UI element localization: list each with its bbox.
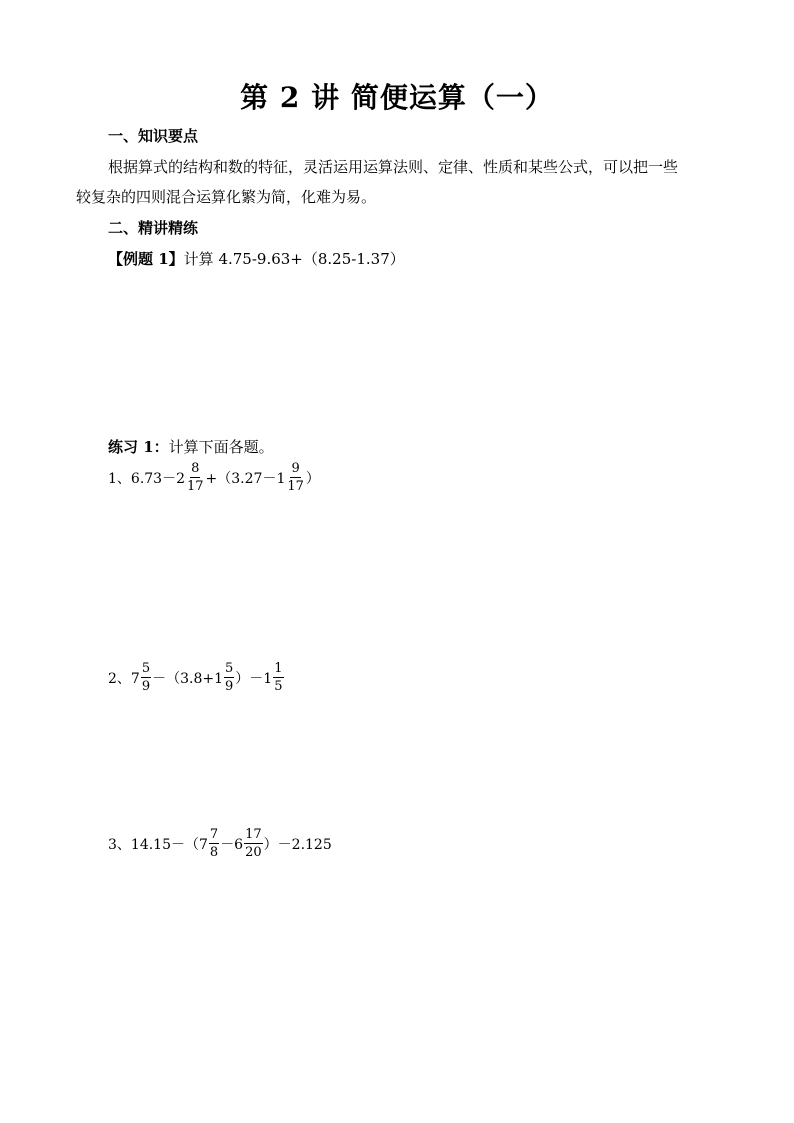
problem-2-fraction-1 xyxy=(141,662,151,693)
fraction-numerator: 17 xyxy=(245,827,262,842)
fraction-numerator: 1 xyxy=(274,661,283,676)
problem-3-part-a: 3、14.15－（7 xyxy=(108,836,208,853)
fraction-numerator: 5 xyxy=(141,661,151,676)
exercise-1-heading xyxy=(108,436,274,457)
problem-2-part-c: ）－1 xyxy=(235,670,273,687)
fraction-numerator: 9 xyxy=(291,461,300,476)
problem-2-fraction-2 xyxy=(224,662,234,693)
problem-1-part-a: 1、6.73－2 xyxy=(108,470,185,487)
problem-2-part-b: －（3.8+1 xyxy=(152,670,224,687)
section-heading-practice: 二、精讲精练 xyxy=(108,219,199,237)
problem-1-fraction-1 xyxy=(186,462,205,493)
problem-1-part-c: ） xyxy=(305,470,320,487)
problem-3-fraction-2 xyxy=(244,828,263,859)
problem-3 xyxy=(108,828,332,859)
knowledge-paragraph-line-1: 根据算式的结构和数的特征，灵活运用运算法则、定律、性质和某些公式，可以把一些 xyxy=(108,158,679,176)
fraction-numerator: 7 xyxy=(209,827,219,842)
problem-2-fraction-3 xyxy=(273,662,283,693)
problem-2 xyxy=(108,662,285,693)
fraction-denominator: 9 xyxy=(141,679,151,694)
exercise-1-text: 计算下面各题。 xyxy=(168,438,274,456)
fraction-denominator: 20 xyxy=(245,845,262,860)
fraction-denominator: 8 xyxy=(209,845,219,860)
example-1 xyxy=(108,248,405,269)
exercise-1-label: 练习 1： xyxy=(108,438,169,456)
problem-1-fraction-2 xyxy=(286,462,305,493)
example-1-text: 计算 4.75-9.63+（8.25-1.37） xyxy=(183,250,405,268)
fraction-denominator: 17 xyxy=(287,479,304,494)
fraction-denominator: 9 xyxy=(225,679,234,694)
example-1-tag: 【例题 1】 xyxy=(108,250,184,268)
knowledge-paragraph-line-2: 较复杂的四则混合运算化繁为简，化难为易。 xyxy=(76,188,377,206)
problem-2-part-a: 2、7 xyxy=(108,670,140,687)
fraction-numerator: 8 xyxy=(191,461,200,476)
problem-3-part-c: ）－2.125 xyxy=(263,836,332,853)
fraction-denominator: 17 xyxy=(187,479,204,494)
problem-3-fraction-1 xyxy=(209,828,219,859)
fraction-numerator: 5 xyxy=(225,661,234,676)
page-title: 第 2 讲 简便运算（一） xyxy=(240,81,554,114)
problem-1 xyxy=(108,462,320,493)
fraction-denominator: 5 xyxy=(274,679,283,694)
section-heading-knowledge: 一、知识要点 xyxy=(108,127,199,145)
problem-1-part-b: +（3.27－1 xyxy=(205,470,286,487)
problem-3-part-b: －6 xyxy=(220,836,244,853)
